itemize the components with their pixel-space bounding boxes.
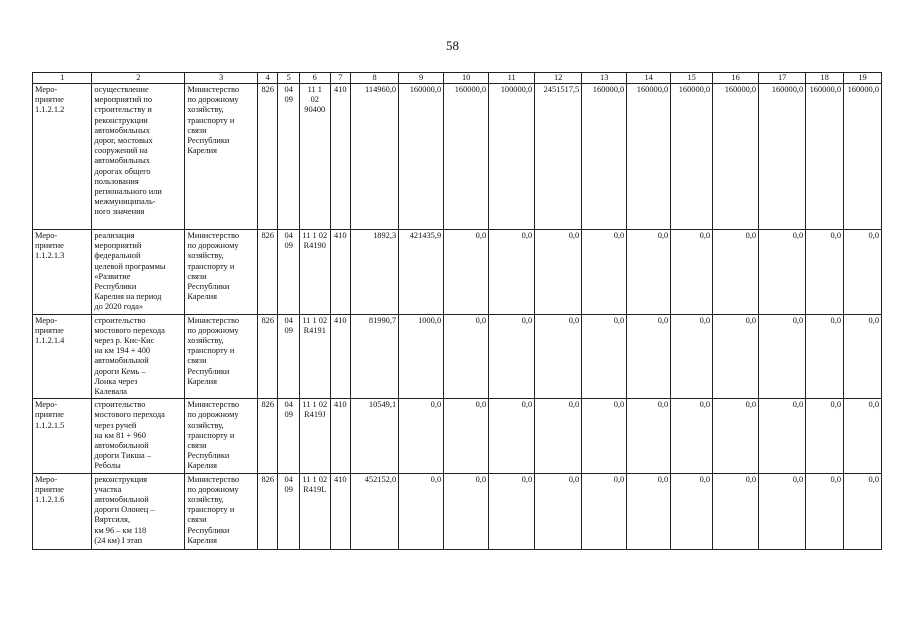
amount-cell: 0,0 bbox=[671, 399, 713, 473]
amount-cell: 160000,0 bbox=[844, 84, 882, 230]
amount-cell: 0,0 bbox=[806, 230, 844, 315]
header-cell: 6 bbox=[299, 73, 330, 84]
amount-cell: 0,0 bbox=[844, 314, 882, 399]
amount-cell: 0,0 bbox=[627, 399, 671, 473]
amount-cell: 160000,0 bbox=[671, 84, 713, 230]
measure-description-cell: реализация мероприятий федеральной целевой программы «Развитие Республики Карелия на период до 2020 года» bbox=[92, 230, 185, 315]
expense-type-cell: 410 bbox=[330, 473, 350, 549]
ministry-code-cell: 826 bbox=[258, 399, 278, 473]
header-cell: 3 bbox=[185, 73, 258, 84]
header-cell: 18 bbox=[806, 73, 844, 84]
amount-cell: 0,0 bbox=[535, 230, 582, 315]
amount-cell: 0,0 bbox=[844, 473, 882, 549]
amount-cell: 0,0 bbox=[671, 314, 713, 399]
target-article-cell: 11 1 02 90400 bbox=[299, 84, 330, 230]
amount-cell: 0,0 bbox=[759, 314, 806, 399]
amount-cell: 0,0 bbox=[806, 314, 844, 399]
table-row bbox=[33, 473, 882, 549]
section-code-cell: 04 09 bbox=[278, 84, 299, 230]
header-cell: 10 bbox=[444, 73, 489, 84]
header-cell: 7 bbox=[330, 73, 350, 84]
measure-description-cell: реконструкция участка автомобильной дороги Олонец – Вяртсиля, км 96 – км 118 (24 км) I этап bbox=[92, 473, 185, 549]
amount-cell: 0,0 bbox=[713, 473, 759, 549]
measure-code-cell: Меро- приятие 1.1.2.1.6 bbox=[33, 473, 92, 549]
measure-code-cell: Меро- приятие 1.1.2.1.4 bbox=[33, 314, 92, 399]
amount-cell: 0,0 bbox=[444, 399, 489, 473]
amount-cell: 0,0 bbox=[627, 314, 671, 399]
amount-cell: 160000,0 bbox=[713, 84, 759, 230]
ministry-code-cell: 826 bbox=[258, 314, 278, 399]
header-cell: 5 bbox=[278, 73, 299, 84]
header-row bbox=[33, 73, 882, 84]
target-article-cell: 11 1 02 R4191 bbox=[299, 314, 330, 399]
amount-cell: 0,0 bbox=[535, 399, 582, 473]
section-code-cell: 04 09 bbox=[278, 399, 299, 473]
amount-cell: 0,0 bbox=[759, 230, 806, 315]
header-cell: 12 bbox=[535, 73, 582, 84]
amount-cell: 0,0 bbox=[582, 314, 627, 399]
ministry-code-cell: 826 bbox=[258, 230, 278, 315]
header-cell: 1 bbox=[33, 73, 92, 84]
measure-code-cell: Меро- приятие 1.1.2.1.2 bbox=[33, 84, 92, 230]
amount-cell: 0,0 bbox=[535, 314, 582, 399]
expense-type-cell: 410 bbox=[330, 230, 350, 315]
amount-cell: 0,0 bbox=[844, 399, 882, 473]
amount-cell: 0,0 bbox=[489, 230, 535, 315]
amount-cell: 0,0 bbox=[713, 314, 759, 399]
amount-cell: 160000,0 bbox=[582, 84, 627, 230]
expense-type-cell: 410 bbox=[330, 399, 350, 473]
amount-cell: 0,0 bbox=[713, 230, 759, 315]
amount-cell: 1000,0 bbox=[399, 314, 444, 399]
header-cell: 8 bbox=[351, 73, 399, 84]
amount-cell: 0,0 bbox=[671, 473, 713, 549]
amount-cell: 421435,9 bbox=[399, 230, 444, 315]
amount-cell: 0,0 bbox=[806, 473, 844, 549]
amount-cell: 452152,0 bbox=[351, 473, 399, 549]
amount-cell: 160000,0 bbox=[806, 84, 844, 230]
amount-cell: 160000,0 bbox=[399, 84, 444, 230]
ministry-code-cell: 826 bbox=[258, 84, 278, 230]
header-cell: 4 bbox=[258, 73, 278, 84]
amount-cell: 0,0 bbox=[489, 473, 535, 549]
amount-cell: 0,0 bbox=[759, 473, 806, 549]
amount-cell: 0,0 bbox=[489, 314, 535, 399]
table-row bbox=[33, 230, 882, 315]
measure-description-cell: строительство мостового перехода через ручей на км 81 + 960 автомобильной дороги Тикша – Реболы bbox=[92, 399, 185, 473]
page-number: 58 bbox=[446, 38, 459, 53]
responsible-org-cell: Министерство по дорожному хозяйству, транспорту и связи Республики Карелия bbox=[185, 473, 258, 549]
amount-cell: 0,0 bbox=[489, 399, 535, 473]
amount-cell: 1892,3 bbox=[351, 230, 399, 315]
amount-cell: 160000,0 bbox=[627, 84, 671, 230]
header-cell: 2 bbox=[92, 73, 185, 84]
amount-cell: 0,0 bbox=[582, 230, 627, 315]
amount-cell: 160000,0 bbox=[444, 84, 489, 230]
section-code-cell: 04 09 bbox=[278, 314, 299, 399]
amount-cell: 0,0 bbox=[759, 399, 806, 473]
amount-cell: 81990,7 bbox=[351, 314, 399, 399]
target-article-cell: 11 1 02 R4190 bbox=[299, 230, 330, 315]
amount-cell: 160000,0 bbox=[759, 84, 806, 230]
amount-cell: 0,0 bbox=[444, 473, 489, 549]
amount-cell: 10549,1 bbox=[351, 399, 399, 473]
amount-cell: 0,0 bbox=[399, 473, 444, 549]
table-row bbox=[33, 314, 882, 399]
table-row bbox=[33, 399, 882, 473]
amount-cell: 100000,0 bbox=[489, 84, 535, 230]
amount-cell: 0,0 bbox=[844, 230, 882, 315]
measure-description-cell: строительство мостового перехода через р. Кис-Кис на км 194 + 400 автомобильной дороги Кемь – Лонка через Калевала bbox=[92, 314, 185, 399]
target-article-cell: 11 1 02 R419L bbox=[299, 473, 330, 549]
amount-cell: 114960,0 bbox=[351, 84, 399, 230]
measure-code-cell: Меро- приятие 1.1.2.1.3 bbox=[33, 230, 92, 315]
amount-cell: 0,0 bbox=[444, 230, 489, 315]
header-cell: 19 bbox=[844, 73, 882, 84]
amount-cell: 2451517,5 bbox=[535, 84, 582, 230]
header-cell: 15 bbox=[671, 73, 713, 84]
amount-cell: 0,0 bbox=[399, 399, 444, 473]
amount-cell: 0,0 bbox=[582, 399, 627, 473]
header-cell: 9 bbox=[399, 73, 444, 84]
amount-cell: 0,0 bbox=[444, 314, 489, 399]
amount-cell: 0,0 bbox=[627, 230, 671, 315]
section-code-cell: 04 09 bbox=[278, 473, 299, 549]
responsible-org-cell: Министерство по дорожному хозяйству, транспорту и связи Республики Карелия bbox=[185, 399, 258, 473]
measure-description-cell: осуществление мероприятий по строительству и реконструкции автомобильных дорог, мостовых сооружений на автомобильных дорогах общего пользования регионального или межмуниципаль- ного значения bbox=[92, 84, 185, 230]
responsible-org-cell: Министерство по дорожному хозяйству, транспорту и связи Республики Карелия bbox=[185, 314, 258, 399]
target-article-cell: 11 1 02 R419J bbox=[299, 399, 330, 473]
amount-cell: 0,0 bbox=[671, 230, 713, 315]
amount-cell: 0,0 bbox=[535, 473, 582, 549]
budget-table bbox=[32, 72, 882, 550]
expense-type-cell: 410 bbox=[330, 314, 350, 399]
amount-cell: 0,0 bbox=[713, 399, 759, 473]
header-cell: 14 bbox=[627, 73, 671, 84]
table-row bbox=[33, 84, 882, 230]
header-cell: 16 bbox=[713, 73, 759, 84]
amount-cell: 0,0 bbox=[806, 399, 844, 473]
responsible-org-cell: Министерство по дорожному хозяйству, транспорту и связи Республики Карелия bbox=[185, 230, 258, 315]
responsible-org-cell: Министерство по дорожному хозяйству, транспорту и связи Республики Карелия bbox=[185, 84, 258, 230]
expense-type-cell: 410 bbox=[330, 84, 350, 230]
ministry-code-cell: 826 bbox=[258, 473, 278, 549]
measure-code-cell: Меро- приятие 1.1.2.1.5 bbox=[33, 399, 92, 473]
header-cell: 13 bbox=[582, 73, 627, 84]
section-code-cell: 04 09 bbox=[278, 230, 299, 315]
header-cell: 11 bbox=[489, 73, 535, 84]
amount-cell: 0,0 bbox=[582, 473, 627, 549]
amount-cell: 0,0 bbox=[627, 473, 671, 549]
header-cell: 17 bbox=[759, 73, 806, 84]
